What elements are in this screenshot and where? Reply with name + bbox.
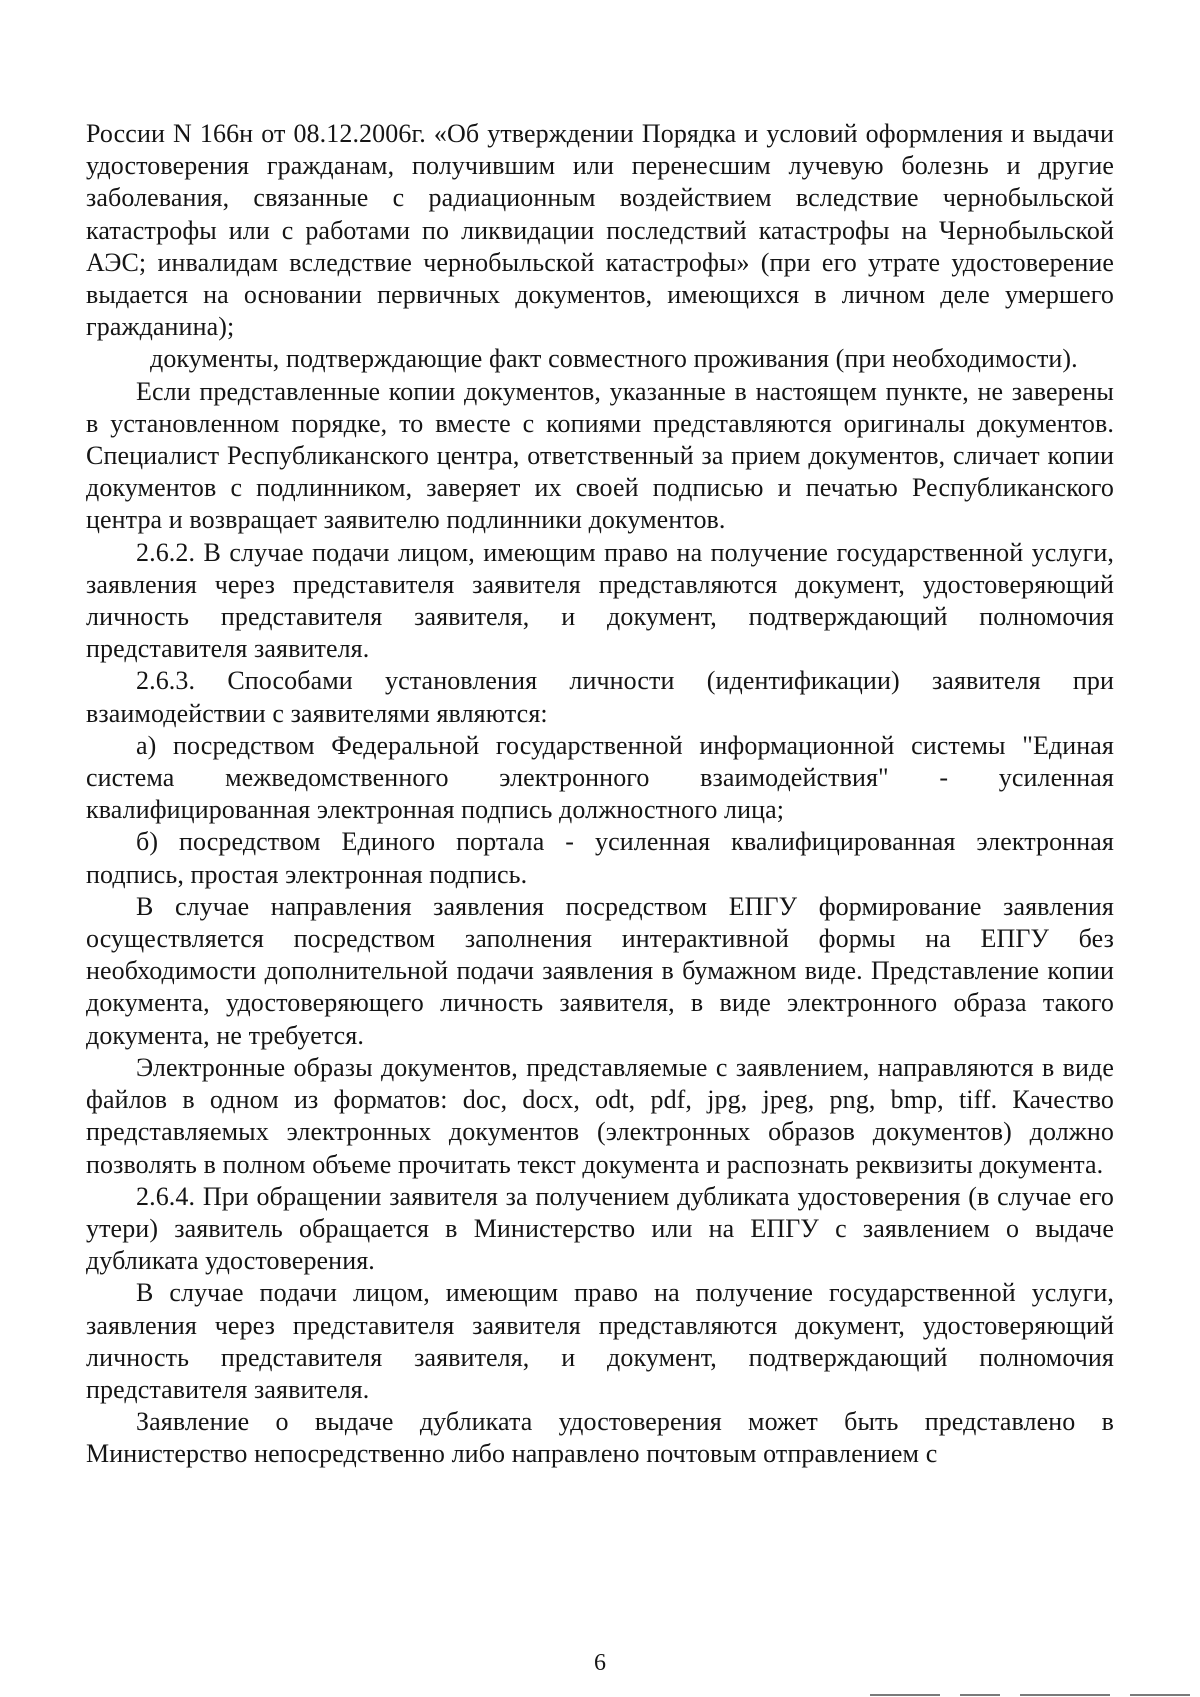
- paragraph-3: Если представленные копии документов, указанные в настоящем пункте, не заверены в установленном порядке, то вместе с копиями представляются оригиналы документов. Специалист Республиканского центра, ответственный за прием документов, сличает копии документов с подлинником, заверяет их своей подписью и печатью Республиканского центра и возвращает заявителю подлинники документов.: [86, 376, 1114, 535]
- paragraph-12: Заявление о выдаче дубликата удостоверения может быть представлено в Министерство непосредственно либо направлено почтовым отправлением с: [86, 1407, 1114, 1469]
- paragraph-8: В случае направления заявления посредством ЕПГУ формирование заявления осуществляется посредством заполнения интерактивной формы на ЕПГУ без необходимости дополнительной подачи заявления в бумажном виде. Представление копии документа, удостоверяющего личность заявителя, в виде электронного образа такого документа, не требуется.: [86, 891, 1114, 1050]
- paragraph-4: 2.6.2. В случае подачи лицом, имеющим право на получение государственной услуги, заявления через представителя заявителя представляются документ, удостоверяющий личность представителя заявителя, и документ, подтверждающий полномочия представителя заявителя.: [86, 537, 1114, 664]
- paragraph-5: 2.6.3. Способами установления личности (идентификации) заявителя при взаимодействии с заявителями являются:: [86, 666, 1114, 728]
- paragraph-7: б) посредством Единого портала - усиленная квалифицированная электронная подпись, простая электронная подпись.: [86, 827, 1114, 889]
- paragraph-10: 2.6.4. При обращении заявителя за получением дубликата удостоверения (в случае его утери) заявитель обращается в Министерство или на ЕПГУ с заявлением о выдаче дубликата удостоверения.: [86, 1181, 1114, 1276]
- scan-edge-marks: [860, 1691, 1200, 1697]
- paragraph-1: России N 166н от 08.12.2006г. «Об утверждении Порядка и условий оформления и выдачи удостоверения гражданам, получившим или перенесшим лучевую болезнь и другие заболевания, связанные с радиационным воздействием вследствие чернобыльской катастрофы или с работами по ликвидации последствий катастрофы на Чернобыльской АЭС; инвалидам вследствие чернобыльской катастрофы» (при его утрате удостоверение выдается на основании первичных документов, имеющихся в личном деле умершего гражданина);: [86, 119, 1114, 342]
- paragraph-6: а) посредством Федеральной государственной информационной системы "Единая система межведомственного электронного взаимодействия" - усиленная квалифицированная электронная подпись должностного лица;: [86, 730, 1114, 825]
- paragraph-11: В случае подачи лицом, имеющим право на получение государственной услуги, заявления через представителя заявителя представляются документ, удостоверяющий личность представителя заявителя, и документ, подтверждающий полномочия представителя заявителя.: [86, 1278, 1114, 1404]
- paragraph-9: Электронные образы документов, представляемые с заявлением, направляются в виде файлов в одном из форматов: doc, docx, odt, pdf, jpg, jpeg, png, bmp, tiff. Качество представляемых электронных документов (электронных образов документов) должно позволять в полном объеме прочитать текст документа и распознать реквизиты документа.: [86, 1052, 1114, 1179]
- document-body: [86, 118, 1114, 1471]
- paragraph-2: документы, подтверждающие факт совместного проживания (при необходимости).: [150, 344, 1078, 374]
- page-number: 6: [594, 1650, 606, 1676]
